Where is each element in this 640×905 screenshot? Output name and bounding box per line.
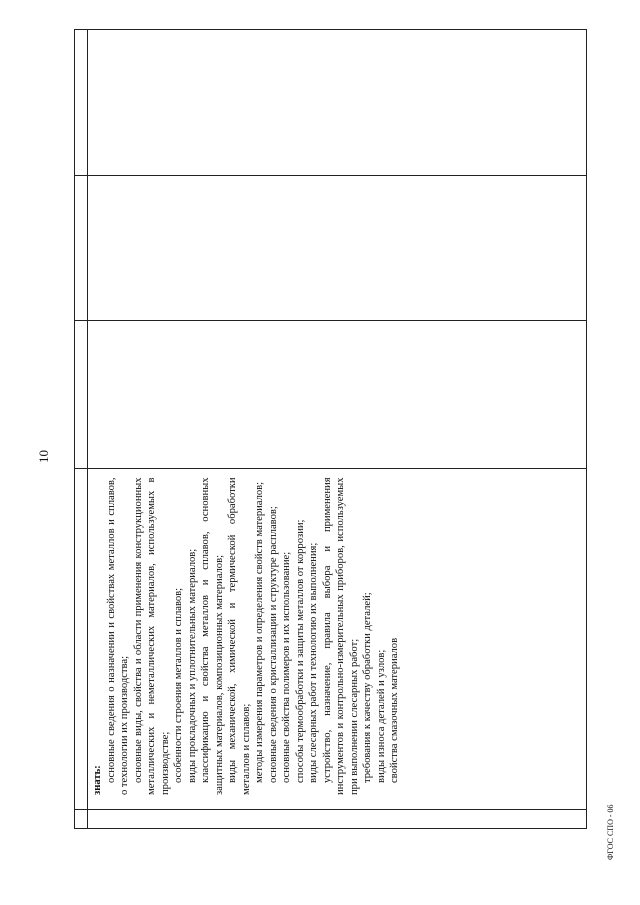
table-cell [75,469,88,810]
list-item: основные сведения о назначении и свойствах металлов и сплавов, о технологии их производства; [105,477,130,796]
table-cell [75,321,88,470]
list-item: устройство, назначение, правила выбора и применения инструментов и контрольно-измерительных приборов, используемых при выполнении слесарных работ; [321,477,360,796]
list-item: виды слесарных работ и технологию их выполнения; [308,542,319,784]
rotated-table-wrapper [74,29,587,829]
footer-code: ФГОС СПО - 06 [606,804,615,860]
list-item: виды износа деталей и узлов; [375,649,387,784]
table-cell [75,176,88,321]
table-cell [75,30,88,176]
page-number: 10 [36,450,51,463]
table-cell [88,30,587,176]
list-item: свойства смазочных материалов [389,637,400,784]
list-item: основные свойства полимеров и их использование; [281,551,292,784]
knowledge-cell [88,469,587,810]
table-row [88,30,587,829]
knowledge-heading: знать: [92,765,103,796]
table-cell [88,321,587,470]
table-cell [88,176,587,321]
competency-table [74,29,587,829]
table-cell [88,810,587,829]
list-item: виды прокладочных и уплотнительных материалов; [186,548,198,784]
list-item: виды механической, химической и термической обработки металлов и сплавов; [227,477,252,796]
list-item: способы термообработки и защиты металлов от коррозии; [294,519,306,784]
table-header-row [75,30,88,829]
list-item: методы измерения параметров и определения свойств материалов; [254,481,265,784]
list-item: классификацию и свойства металлов и сплавов, основных защитных материалов, композиционных материалов; [200,477,225,796]
list-item: особенности строения металлов и сплавов; [173,587,184,784]
list-item: основные сведения о кристаллизации и структуре расплавов; [267,506,279,784]
list-item: требования к качеству обработки деталей; [362,592,373,784]
list-item: основные виды, свойства и области применения конструкционных металлических и неметаллических материалов, используемых в производстве; [132,477,171,796]
table-cell [75,810,88,829]
